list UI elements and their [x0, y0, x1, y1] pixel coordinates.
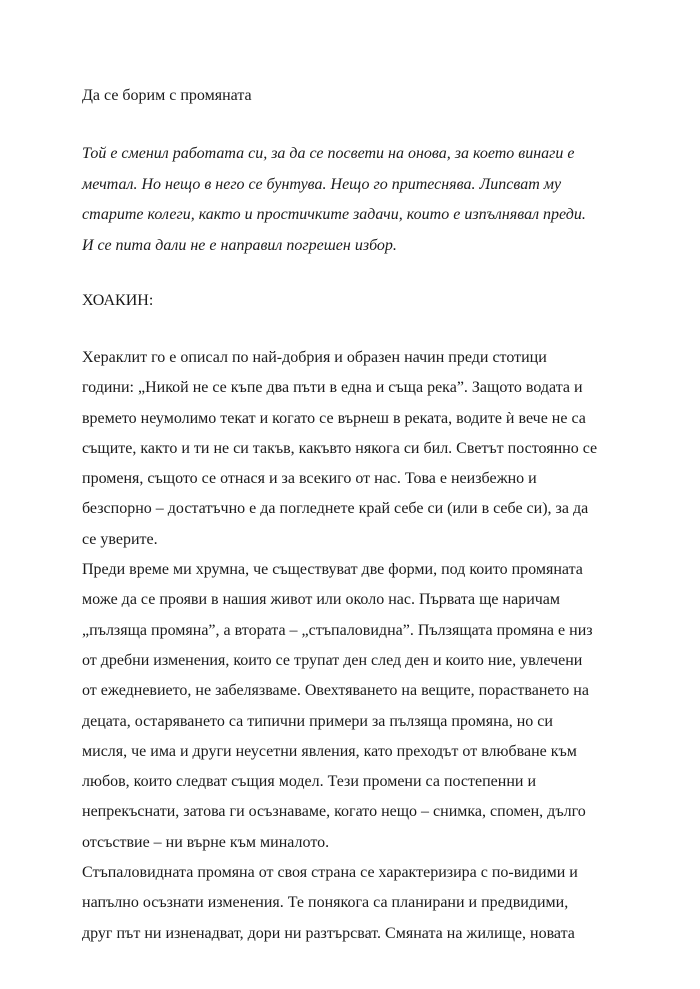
intro-paragraph — [82, 139, 586, 261]
body-line: непрекъснати, затова ги осъзнаваме, когато нещо – снимка, спомен, дълго — [82, 803, 586, 821]
body-line: Хераклит го е описал по най-добрия и образен начин преди стотици — [82, 349, 547, 366]
body-line: се уверите. — [82, 530, 158, 548]
intro-line: И се пита дали не е направил погрешен избор. — [82, 236, 397, 254]
intro-line: мечтал. Но нещо в него се бунтува. Нещо го притеснява. Липсват му — [82, 175, 562, 193]
body-line: децата, остаряването са типични примери за пълзяща промяна, но си — [82, 712, 553, 730]
body-text — [82, 343, 597, 949]
document-title: Да се борим с промяната — [82, 87, 252, 104]
speaker-name: ХОАКИН: — [82, 292, 154, 309]
body-line: „пълзяща промяна”, а втората – „стъпаловидна”. Пълзящата промяна е низ — [82, 621, 593, 639]
body-line: отсъствие – ни върне към миналото. — [82, 833, 330, 851]
body-line: времето неумолимо текат и когато се върнеш в реката, водите ѝ вече не са — [82, 409, 586, 427]
body-line: променя, същото се отнася и за всекиго от нас. Това е неизбежно и — [82, 470, 537, 488]
body-line: мисля, че има и други неусетни явления, като преходът от влюбване към — [82, 742, 577, 760]
intro-line: Той е сменил работата си, за да се посвети на онова, за което винаги е — [82, 145, 575, 162]
body-line: години: „Никой не се къпе два пъти в една и съща река”. Защото водата и — [82, 379, 583, 397]
body-line: Преди време ми хрумна, че съществуват две форми, под които промяната — [82, 561, 583, 579]
body-line: любов, които следват същия модел. Тези промени са постепенни и — [82, 773, 537, 791]
body-line: може да се прояви в нашия живот или около нас. Първата ще наричам — [82, 591, 561, 609]
body-line: от ежедневието, не забелязваме. Овехтяването на вещите, порастването на — [82, 682, 589, 700]
body-line: Стъпаловидната промяна от своя страна се характеризира с по-видими и — [82, 864, 578, 882]
body-line: от дребни изменения, които се трупат ден след ден и които ние, увлечени — [82, 651, 583, 669]
body-line: безспорно – достатъчно е да погледнете край себе си (или в себе си), за да — [82, 500, 589, 518]
intro-line: старите колеги, както и простичките задачи, които е изпълнявал преди. — [82, 206, 586, 223]
body-line: друг път ни изненадват, дори ни разтърсват. Смяната на жилище, новата — [82, 924, 575, 942]
body-line: същите, както и ти не си такъв, какъвто някога си бил. Светът постоянно се — [82, 439, 598, 457]
body-line: напълно осъзнати изменения. Те понякога са планирани и предвидими, — [82, 894, 569, 912]
